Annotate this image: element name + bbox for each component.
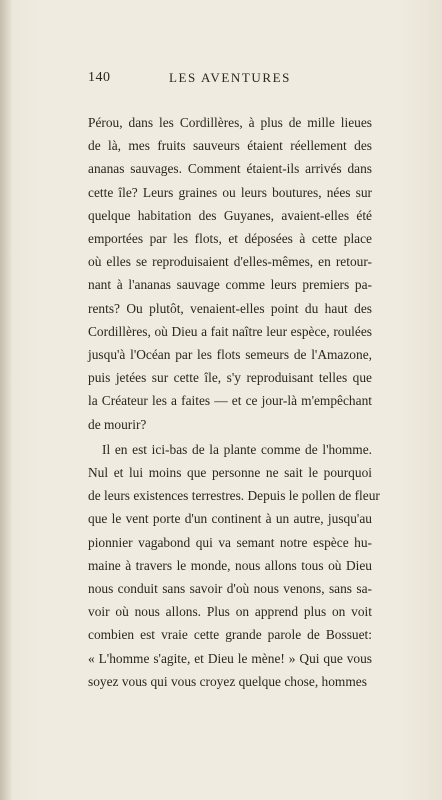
gutter-shadow [0, 0, 12, 800]
text-line: nous conduit sans savoir d'où nous venons, sans sa- [88, 581, 372, 597]
text-line: emportées par les flots, et déposées à cette place [88, 231, 372, 247]
body-text [88, 111, 380, 693]
running-title: LES AVENTURES [168, 70, 292, 85]
text-line: voir où nous allons. Plus on apprend plus on voit [88, 604, 372, 620]
text-line: de mourir? [88, 416, 147, 432]
paragraph [88, 111, 372, 436]
text-line: Il en est ici-bas de la plante comme de l'homme. [102, 441, 372, 457]
text-line: la Créateur les a faites — et ce jour-là m'empêchant [88, 393, 372, 409]
text-line: jusqu'à l'Océan par les flots semeurs de l'Amazone, [88, 347, 372, 363]
text-line: quelque habitation des Guyanes, avaient-elles été [88, 207, 372, 223]
text-line: cette île? Leurs graines ou leurs boutures, nées sur [88, 184, 372, 200]
text-line: de là, mes fruits sauveurs étaient réellement des [88, 138, 372, 154]
text-line: où elles se reproduisaient d'elles-mêmes, en retour- [88, 254, 372, 270]
text-line: ananas sauvages. Comment étaient-ils arrivés dans [88, 161, 372, 177]
text-line: combien est vraie cette grande parole de Bossuet: [88, 627, 372, 643]
text-line: de leurs existences terrestres. Depuis le pollen de fleur [88, 488, 380, 504]
text-line: soyez vous qui vous croyez quelque chose, hommes [88, 673, 367, 689]
page-header [88, 70, 372, 90]
text-line: nant à l'ananas sauvage comme leurs premiers pa- [88, 277, 372, 293]
paragraph [88, 438, 380, 693]
text-line: Nul et lui moins que personne ne sait le pourquoi [88, 465, 372, 481]
text-line: « L'homme s'agite, et Dieu le mène! » Qui que vous [88, 650, 372, 666]
text-line: Pérou, dans les Cordillères, à plus de mille lieues [88, 115, 372, 130]
text-line: pionnier vagabond qui va semant notre espèce hu- [88, 534, 372, 550]
text-line: rents? Ou plutôt, venaient-elles point du haut des [88, 300, 372, 316]
text-line: Cordillères, où Dieu a fait naître leur espèce, roulées [88, 323, 372, 339]
text-line: puis jetées sur cette île, s'y reproduisant telles que [88, 370, 372, 386]
text-line: maine à travers le monde, nous allons tous où Dieu [88, 557, 372, 573]
text-line: que le vent porte d'un continent à un autre, jusqu'au [88, 511, 372, 527]
page-number: 140 [88, 70, 111, 85]
